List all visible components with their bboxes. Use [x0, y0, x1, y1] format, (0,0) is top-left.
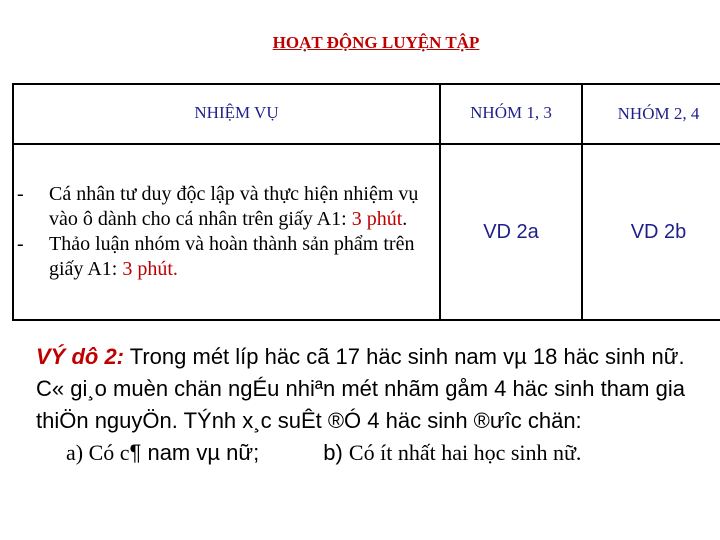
header-group-24-label: NHÓM 2, 4: [617, 104, 700, 123]
group-13-assignment: VD 2a: [440, 144, 582, 320]
task-cell: [13, 144, 440, 320]
task-text: Cá nhân tư duy độc lập và thực hiện nhiệm vụ vào ô dành cho cá nhân trên giấy A1:: [49, 183, 419, 230]
table-row: [13, 144, 720, 320]
example-label: VÝ dô 2:: [36, 344, 125, 369]
task-time: 3 phút: [351, 208, 403, 230]
bullet-dash: -: [17, 233, 24, 255]
task-end: .: [172, 258, 178, 280]
header-group-24: [582, 84, 720, 144]
list-item: [14, 232, 435, 282]
task-text: Thảo luận nhóm và hoàn thành sản phẩm trên giấy A1:: [49, 233, 415, 280]
list-item: [14, 182, 435, 232]
example-text: [36, 341, 706, 469]
option-a-part1: a) Có c: [66, 440, 130, 465]
task-end: .: [402, 208, 408, 230]
page-title: HOẠT ĐỘNG LUYỆN TẬP: [272, 33, 480, 52]
header-task: [13, 84, 440, 144]
task-list: [14, 182, 439, 282]
option-a-part2: ¶ nam vµ nữ;: [129, 440, 260, 465]
task-time: 3 phút: [122, 258, 173, 280]
task-table: [12, 83, 720, 321]
option-b-part2: Có ít nhất hai học sinh nữ.: [348, 440, 582, 465]
example-body: Trong mét líp häc cã 17 häc sinh nam vµ 18 häc sinh nữ. C« gi¸o muèn chän ngÉu nhiªn mét nhãm gåm 4 häc sinh tham gia thiÖn nguyÖn. TÝnh x¸c suÊt ®Ó 4 häc sinh ®ưîc chän:: [36, 344, 685, 433]
group-24-assignment: VD 2b: [582, 144, 720, 320]
bullet-dash: -: [17, 183, 24, 205]
header-group-13: [440, 84, 582, 144]
header-task-label: NHIỆM VỤ: [194, 103, 279, 122]
header-group-13-label: NHÓM 1, 3: [470, 103, 552, 122]
option-b-part1: b): [323, 440, 349, 465]
table-header-row: [13, 84, 720, 144]
